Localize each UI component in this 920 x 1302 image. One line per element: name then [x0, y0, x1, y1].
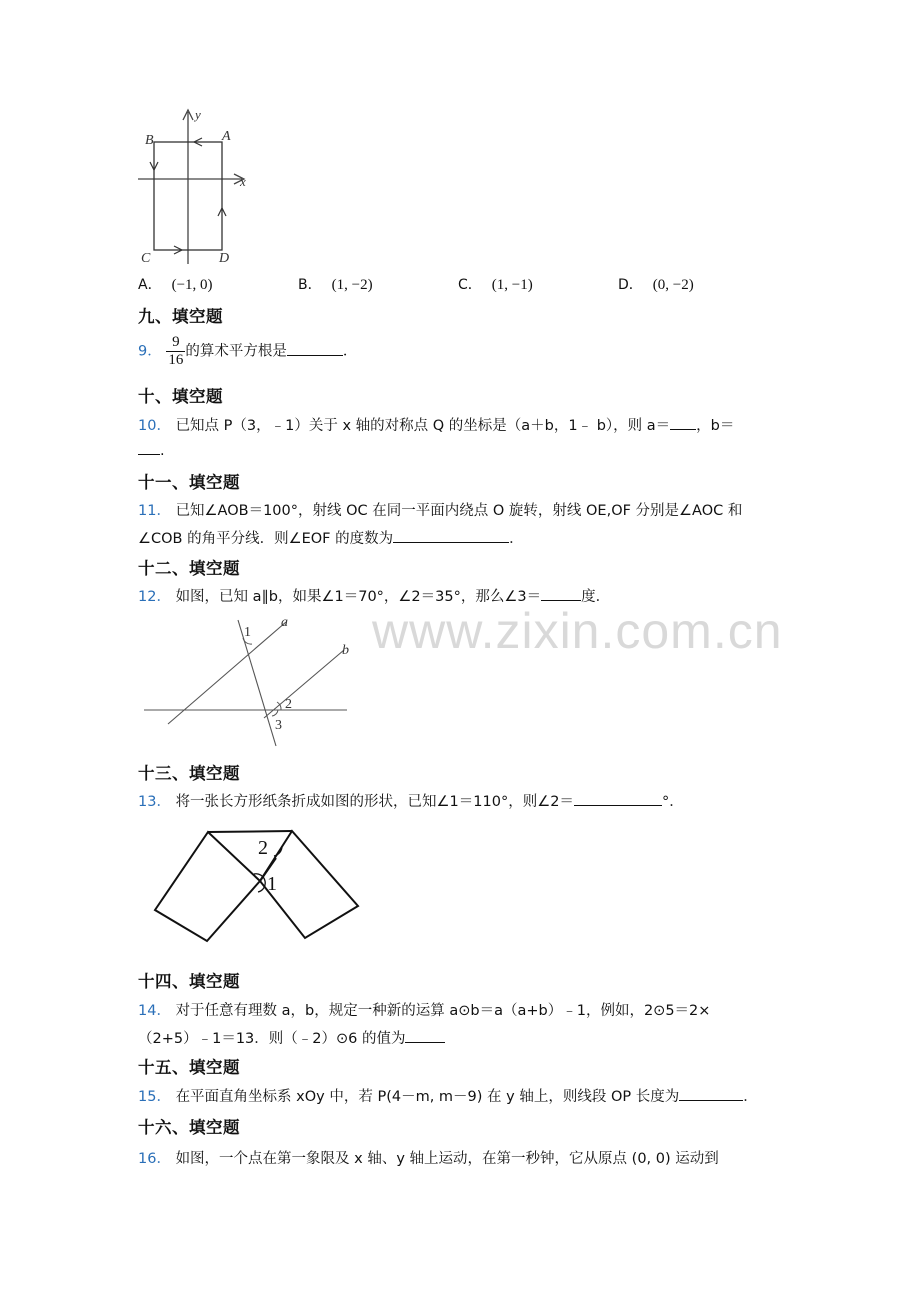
question-11: 11． 已知∠AOB＝100°，射线 OC 在同一平面内绕点 O 旋转，射线 OE,OF 分别是∠AOC 和 [138, 503, 743, 519]
section-heading-11: 十一、填空题 [138, 473, 240, 492]
question-number: 9． [138, 343, 162, 360]
answer-blank [541, 586, 581, 601]
question-10: 10． 已知点 P（3，﹣1）关于 x 轴的对称点 Q 的坐标是（a＋b，1﹣ b），则 a＝ ，b＝ [138, 414, 734, 435]
label-x: x [240, 174, 246, 189]
label-1: 1 [244, 625, 251, 640]
answer-blank [287, 341, 343, 356]
question-number: 10． [138, 418, 171, 434]
question-10-line2: . [138, 440, 165, 459]
label-2: 2 [258, 837, 268, 859]
watermark: www.zixin.com.cn [372, 603, 783, 659]
label-3: 3 [275, 718, 282, 733]
answer-blank [393, 528, 509, 543]
question-16: 16． 如图，一个点在第一象限及 x 轴、y 轴上运动，在第一秒钟，它从原点 (0, 0) 运动到 [138, 1151, 719, 1167]
question-number: 13． [138, 794, 171, 810]
question-13: 13． 将一张长方形纸条折成如图的形状，已知∠1＝110°，则∠2＝ °． [138, 790, 684, 811]
label-D: D [219, 251, 230, 266]
answer-blank [574, 791, 662, 806]
fraction: $\frac{9}{16}$ [168, 334, 184, 368]
question-number: 11． [138, 503, 171, 519]
q12-figure [140, 612, 355, 748]
label-1: 1 [267, 873, 277, 895]
q13-figure [150, 826, 364, 946]
section-heading-15: 十五、填空题 [138, 1058, 240, 1077]
q8-option-c: C． (1, −1) [458, 277, 533, 293]
label-A: A [222, 129, 231, 144]
q8-option-a: A． (−1, 0) [138, 277, 213, 293]
label-2: 2 [285, 697, 292, 712]
label-B: B [145, 133, 154, 148]
question-9: 9． $\frac{9}{16}$ 的算术平方根是 ． [138, 334, 358, 368]
q8-option-b: B． (1, −2) [298, 277, 373, 293]
answer-blank-b [138, 440, 160, 455]
question-number: 15． [138, 1089, 171, 1105]
question-number: 16． [138, 1151, 171, 1167]
label-y: y [195, 107, 201, 122]
section-heading-14: 十四、填空题 [138, 972, 240, 991]
answer-blank [405, 1028, 445, 1043]
q8-option-d: D． (0, −2) [618, 277, 694, 293]
question-11-line2: ∠COB 的角平分线．则∠EOF 的度数为 ． [138, 527, 524, 548]
label-a: a [281, 615, 288, 630]
question-14: 14． 对于任意有理数 a，b，规定一种新的运算 a⊙b＝a（a+b）﹣1，例如，2⊙5＝2× [138, 1003, 711, 1019]
question-14-line2: （2+5）﹣1＝13．则（﹣2）⊙6 的值为 [138, 1027, 445, 1048]
question-12: 12． 如图，已知 a∥b，如果∠1＝70°，∠2＝35°，那么∠3＝ 度． [138, 585, 610, 606]
answer-blank [679, 1086, 743, 1101]
question-number: 14． [138, 1003, 171, 1019]
answer-blank-a [670, 415, 696, 430]
label-b: b [342, 643, 349, 658]
section-heading-9: 九、填空题 [138, 307, 223, 326]
label-C: C [141, 251, 151, 266]
section-heading-16: 十六、填空题 [138, 1118, 240, 1137]
section-heading-12: 十二、填空题 [138, 559, 240, 578]
q8-figure [130, 104, 260, 266]
section-heading-10: 十、填空题 [138, 387, 223, 406]
question-number: 12． [138, 589, 171, 605]
question-15: 15． 在平面直角坐标系 xOy 中，若 P(4－m, m－9) 在 y 轴上，则线段 OP 长度为 ． [138, 1085, 758, 1106]
section-heading-13: 十三、填空题 [138, 764, 240, 783]
